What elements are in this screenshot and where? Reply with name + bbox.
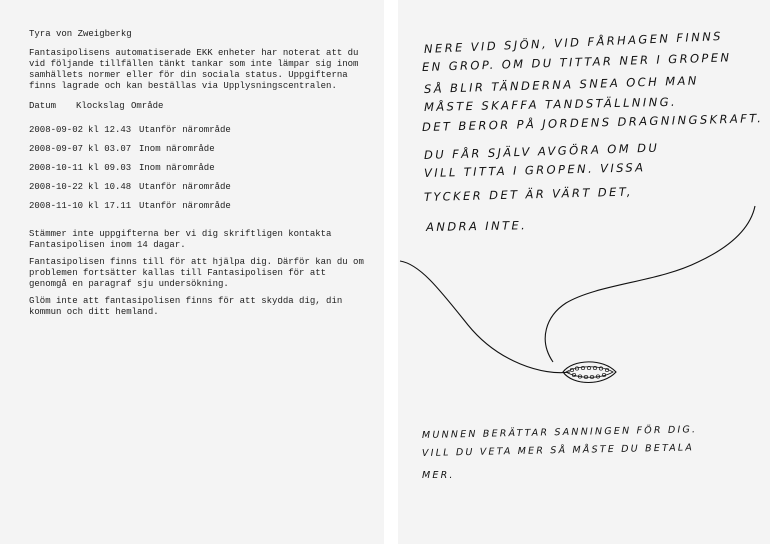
row-time: kl 03.07 xyxy=(88,144,132,154)
para2-line-3: genomgå en paragraf sju undersökning. xyxy=(29,279,229,289)
header-time: Klockslag xyxy=(76,101,125,111)
row-area: Utanför närområde xyxy=(139,125,231,135)
mouth-icon xyxy=(563,362,616,383)
row-area: Utanför närområde xyxy=(139,182,231,192)
intro-line-2: vid följande tillfällen tänkt tankar som inte lämpar sig inom xyxy=(29,59,359,69)
para2-line-2: problemen fortsätter kallas till Fantasipolisen för att xyxy=(29,268,327,278)
intro-line-1: Fantasipolisens automatiserade EKK enheter har noterat att du xyxy=(29,48,359,58)
row-date: 2008-11-10 xyxy=(29,201,84,211)
hand-line-2: EN GROP. OM DU TITTAR NER I GROPEN xyxy=(421,50,732,74)
header-date: Datum xyxy=(29,101,57,111)
para2-line-1: Fantasipolisen finns till för att hjälpa dig. Därför kan du om xyxy=(29,257,364,267)
hand-line-5: DET BEROR PÅ JORDENS DRAGNINGSKRAFT. xyxy=(421,111,764,134)
drawn-curve-left xyxy=(400,261,570,373)
row-area: Inom närområde xyxy=(139,163,215,173)
row-date: 2008-09-02 xyxy=(29,125,84,135)
mouth-drawing xyxy=(398,0,770,544)
row-area: Utanför närområde xyxy=(139,201,231,211)
hand-line-1: NERE VID SJÖN, VID FÅRHAGEN FINNS xyxy=(423,28,724,56)
hand-line-4: MÅSTE SKAFFA TANDSTÄLLNING. xyxy=(423,94,678,114)
hand-line-9: ANDRA INTE. xyxy=(425,218,528,234)
intro-line-3: samhällets normer eller för din sociala status. Uppgifterna xyxy=(29,70,348,80)
header-area: Område xyxy=(131,101,164,111)
para1-line-1: Stämmer inte uppgifterna ber vi dig skriftligen kontakta xyxy=(29,229,332,239)
recipient-name: Tyra von Zweigberkg xyxy=(29,29,132,39)
row-time: kl 17.11 xyxy=(88,201,132,211)
row-time: kl 12.43 xyxy=(88,125,132,135)
hand-line-3: SÅ BLIR TÄNDERNA SNEA OCH MAN xyxy=(423,73,699,96)
para3-line-1: Glöm inte att fantasipolisen finns för att skydda dig, din xyxy=(29,296,343,306)
row-time: kl 09.03 xyxy=(88,163,132,173)
handwritten-note-page xyxy=(398,0,770,544)
hand-line-6: DU FÅR SJÄLV AVGÖRA OM DU xyxy=(423,140,660,162)
bottom-line-2: VILL DU VETA MER SÅ MÅSTE DU BETALA xyxy=(421,442,695,459)
para3-line-2: kommun och ditt hemland. xyxy=(29,307,159,317)
row-area: Inom närområde xyxy=(139,144,215,154)
row-time: kl 10.48 xyxy=(88,182,132,192)
row-date: 2008-09-07 xyxy=(29,144,84,154)
bottom-line-1: MUNNEN BERÄTTAR SANNINGEN FÖR DIG. xyxy=(421,424,698,441)
row-date: 2008-10-22 xyxy=(29,182,84,192)
hand-line-8: TYCKER DET ÄR VÄRT DET, xyxy=(423,184,634,204)
bottom-line-3: MER. xyxy=(422,470,455,481)
intro-line-4: finns lagrade och kan beställas via Upplysningscentralen. xyxy=(29,81,337,91)
drawn-curve-right xyxy=(545,206,755,362)
hand-line-7: VILL TITTA I GROPEN. VISSA xyxy=(423,160,646,180)
para1-line-2: Fantasipolisen inom 14 dagar. xyxy=(29,240,186,250)
row-date: 2008-10-11 xyxy=(29,163,84,173)
typed-letter-page xyxy=(0,0,384,544)
